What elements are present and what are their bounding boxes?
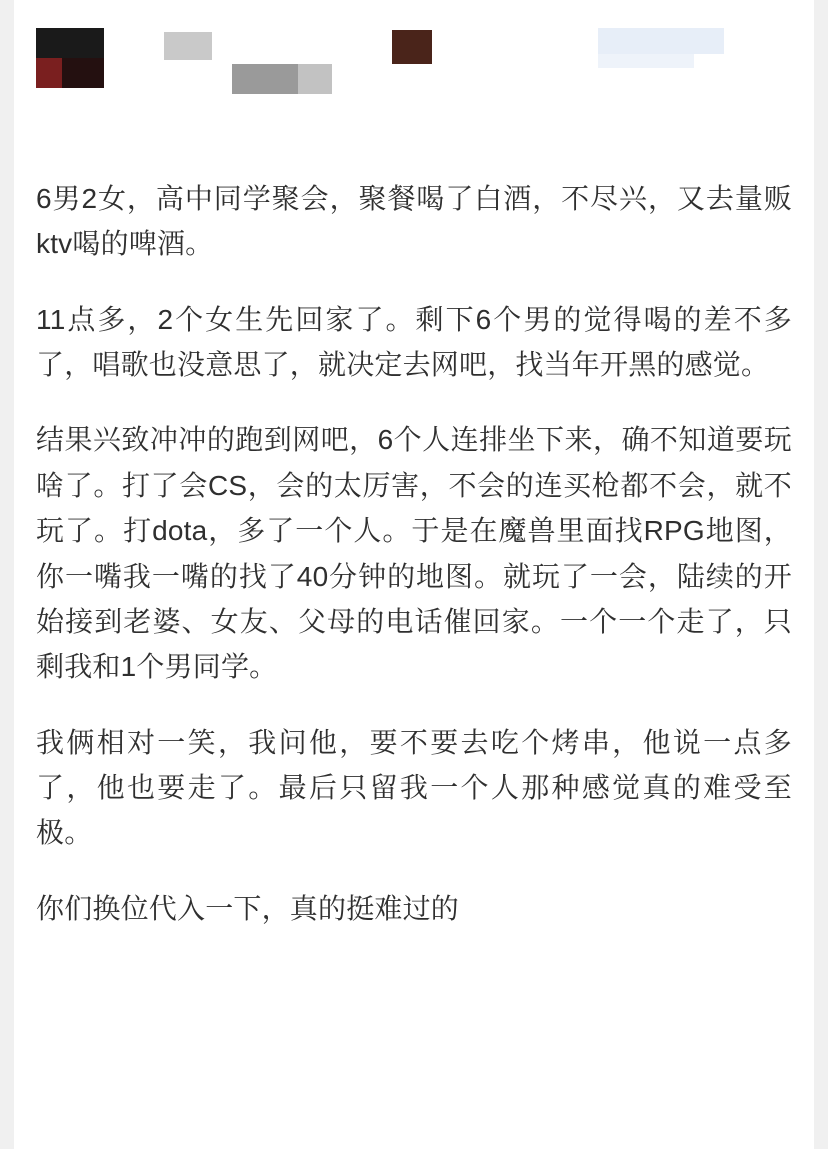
redaction-block-4 <box>392 30 432 64</box>
paragraph-2: 11点多，2个女生先回家了。剩下6个男的觉得喝的差不多了，唱歌也没意思了，就决定去网吧，找当年开黑的感觉。 <box>36 303 792 381</box>
redaction-block-5-lower <box>598 54 694 68</box>
right-margin-rail <box>814 0 828 1149</box>
redaction-block-3-tail <box>298 64 332 94</box>
redacted-header-strip <box>0 0 828 150</box>
paragraph-4: 我俩相对一笑，我问他，要不要去吃个烤串，他说一点多了，他也要走了。最后只留我一个人那种感觉真的难受至极。 <box>36 726 792 849</box>
redaction-block-2 <box>164 32 212 60</box>
paragraph-5: 你们换位代入一下，真的挺难过的 <box>36 892 460 924</box>
redaction-block-3 <box>232 64 298 94</box>
redaction-block-1 <box>36 28 104 58</box>
paragraph-1: 6男2女，高中同学聚会，聚餐喝了白酒，不尽兴，又去量贩ktv喝的啤酒。 <box>36 183 792 260</box>
left-margin-rail <box>0 0 14 1149</box>
redaction-block-5 <box>598 28 724 54</box>
paragraph-3: 结果兴致冲冲的跑到网吧，6个人连排坐下来，确不知道要玩啥了。打了会CS，会的太厉害，不会的连买枪都不会，就不玩了。打dota，多了一个人。于是在魔兽里面找RPG地图，你一嘴我一嘴的找了40分钟的地图。就玩了一会，陆续的开始接到老婆、女友、父母的电话催回家。一个一个走了，只剩我和1个男同学。 <box>36 424 792 683</box>
redaction-block-1-lower-right <box>62 58 104 88</box>
redaction-block-1-lower-left <box>36 58 62 88</box>
article-body <box>36 176 792 931</box>
